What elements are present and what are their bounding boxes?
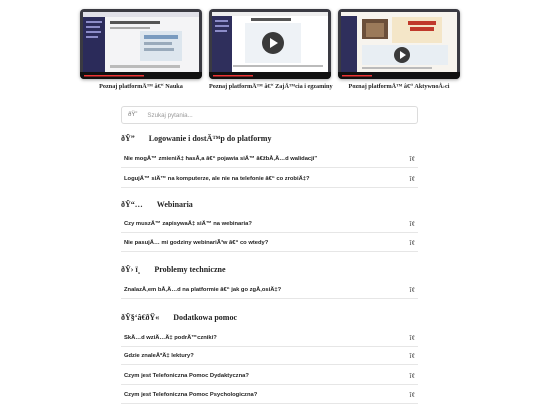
- chevron-down-icon[interactable]: î¢: [409, 371, 415, 380]
- video-caption: Poznaj platformÄ™ â€“ AktywnoÅ›ci: [348, 83, 450, 90]
- section-heading-problemy: [121, 265, 226, 274]
- video-cards: [80, 9, 460, 93]
- video-thumbnail[interactable]: [80, 9, 202, 79]
- faq-question-text: Nie pasujÄ… mi godziny webinariÃ³w â€“ co wtedy?: [124, 239, 269, 246]
- video-thumbnail[interactable]: [338, 9, 460, 79]
- calendar-icon: ðŸ“…: [121, 200, 143, 209]
- chevron-down-icon[interactable]: î¢: [409, 174, 415, 183]
- teacher-icon: ðŸ§‘â€ðŸ«: [121, 313, 160, 322]
- video-caption: Poznaj platformÄ™ â€“ ZajÄ™cia i egzaminy: [209, 83, 333, 90]
- section-heading-pomoc: [121, 313, 237, 322]
- faq-question[interactable]: [121, 347, 418, 365]
- video-caption: Poznaj platformÄ™ â€“ Nauka: [99, 83, 183, 90]
- faq-question[interactable]: [121, 234, 418, 252]
- section-title: Webinaria: [156, 200, 193, 209]
- faq-question-text: Czy muszÄ™ zapisywaÄ‡ siÄ™ na webinaria?: [124, 220, 252, 227]
- chevron-down-icon[interactable]: î¢: [409, 390, 415, 399]
- video-card-nauka[interactable]: [80, 9, 202, 90]
- faq-question-text: SkÄ…d wziÄ…Ä‡ podrÄ™czniki?: [124, 334, 217, 341]
- faq-question[interactable]: [121, 329, 418, 347]
- search-placeholder: Szukaj pytania...: [147, 111, 193, 119]
- faq-question-text: LogujÄ™ siÄ™ na komputerze, ale nie na telefonie â€“ co zrobiÄ‡?: [124, 175, 310, 182]
- section-title: Problemy techniczne: [154, 265, 226, 274]
- faq-question-text: Nie mogÄ™ zmieniÄ‡ hasÅ‚a â€“ pojawia siÄ™ â€žbÅ‚Ä…d walidacji": [124, 155, 318, 162]
- faq-question-text: ZnalazÅ‚em bÅ‚Ä…d na platformie â€“ jak go zgÅ‚osiÄ‡?: [124, 286, 282, 293]
- video-thumbnail[interactable]: [209, 9, 331, 79]
- chevron-down-icon[interactable]: î¢: [409, 219, 415, 228]
- section-title: Dodatkowa pomoc: [173, 313, 237, 322]
- section-heading-logowanie: [121, 134, 271, 143]
- lock-icon: ðŸ”: [121, 134, 135, 143]
- faq-question-text: Gdzie znaleÅºÄ‡ lektury?: [124, 352, 194, 359]
- section-heading-webinaria: [121, 200, 193, 209]
- faq-question[interactable]: [121, 170, 418, 188]
- faq-question[interactable]: [121, 150, 418, 168]
- search-icon: ðŸ”: [128, 112, 138, 118]
- video-card-aktywnosci[interactable]: [338, 9, 460, 90]
- chevron-down-icon[interactable]: î¢: [409, 238, 415, 247]
- search-input[interactable]: [121, 106, 418, 124]
- chevron-down-icon[interactable]: î¢: [409, 333, 415, 342]
- tools-icon: ðŸ› ï¸: [121, 265, 141, 274]
- chevron-down-icon[interactable]: î¢: [409, 285, 415, 294]
- chevron-down-icon[interactable]: î¢: [409, 154, 415, 163]
- faq-question[interactable]: [121, 386, 418, 404]
- section-title: Logowanie i dostÄ™p do platformy: [148, 134, 272, 143]
- faq-question-text: Czym jest Telefoniczna Pomoc Psychologiczna?: [124, 391, 258, 398]
- faq-question-text: Czym jest Telefoniczna Pomoc Dydaktyczna?: [124, 372, 249, 379]
- video-card-zajecia[interactable]: [209, 9, 331, 90]
- faq-question[interactable]: [121, 215, 418, 233]
- faq-question[interactable]: [121, 281, 418, 299]
- faq-question[interactable]: [121, 367, 418, 385]
- chevron-down-icon[interactable]: î¢: [409, 351, 415, 360]
